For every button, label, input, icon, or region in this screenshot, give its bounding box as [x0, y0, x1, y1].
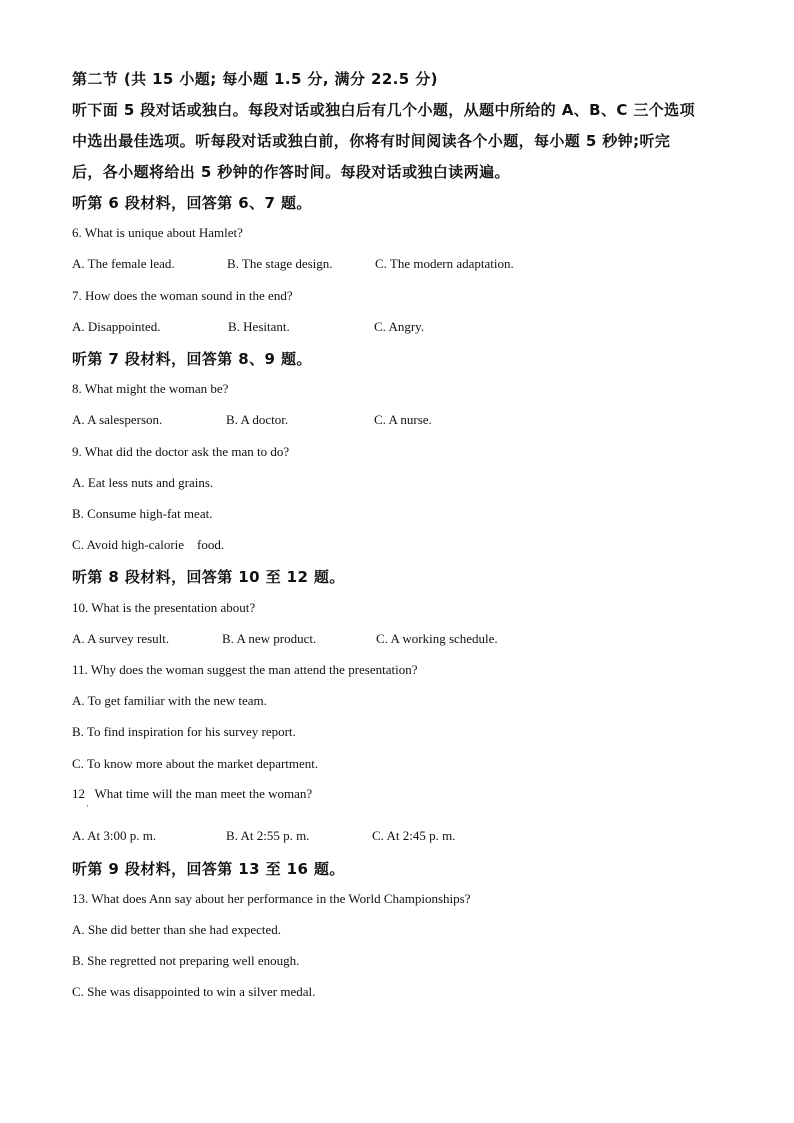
- q13-option-a: A. She did better than she had expected.: [72, 922, 282, 937]
- question-7: 7. How does the woman sound in the end?: [72, 288, 293, 303]
- group-heading-8: 听第 8 段材料，回答第 10 至 12 题。: [72, 568, 345, 586]
- instruction-line-1: 听下面 5 段对话或独白。每段对话或独白后有几个小题，从题中所给的 A、B、C 三个选项: [72, 101, 695, 119]
- question-11: 11. Why does the woman suggest the man attend the presentation?: [72, 662, 418, 677]
- q7-option-a: A. Disappointed.: [72, 319, 161, 334]
- q8-option-b: B. A doctor.: [226, 412, 289, 427]
- group-heading-7: 听第 7 段材料，回答第 8、9 题。: [72, 350, 312, 368]
- q6-option-b: B. The stage design.: [227, 256, 333, 271]
- q6-option-c: C. The modern adaptation.: [375, 256, 514, 271]
- question-6: 6. What is unique about Hamlet?: [72, 225, 243, 240]
- q11-option-b: B. To find inspiration for his survey report.: [72, 724, 296, 739]
- q11-option-c: C. To know more about the market department.: [72, 756, 319, 771]
- q9-option-a: A. Eat less nuts and grains.: [72, 475, 214, 490]
- question-10: 10. What is the presentation about?: [72, 600, 256, 615]
- q12-option-c: C. At 2:45 p. m.: [372, 828, 456, 843]
- q7-option-c: C. Angry.: [374, 319, 425, 334]
- question-13: 13. What does Ann say about her performance in the World Championships?: [72, 891, 471, 906]
- q12-option-a: A. At 3:00 p. m.: [72, 828, 157, 843]
- question-9: 9. What did the doctor ask the man to do?: [72, 444, 290, 459]
- q7-option-b: B. Hesitant.: [228, 319, 290, 334]
- q12-option-b: B. At 2:55 p. m.: [226, 828, 310, 843]
- group-heading-6: 听第 6 段材料，回答第 6、7 题。: [72, 194, 312, 212]
- instruction-line-2: 中选出最佳选项。听每段对话或独白前，你将有时间阅读各个小题，每小题 5 秒钟;听完: [72, 132, 671, 150]
- q10-option-a: A. A survey result.: [72, 631, 170, 646]
- question-8: 8. What might the woman be?: [72, 381, 229, 396]
- group-heading-9: 听第 9 段材料，回答第 13 至 16 题。: [72, 860, 345, 878]
- instruction-line-3: 后，各小题将给出 5 秒钟的作答时间。每段对话或独白读两遍。: [72, 163, 510, 181]
- section-heading: 第二节 (共 15 小题; 每小题 1.5 分, 满分 22.5 分): [72, 70, 438, 88]
- q11-option-a: A. To get familiar with the new team.: [72, 693, 267, 708]
- q10-option-b: B. A new product.: [222, 631, 317, 646]
- question-12: 12 What time will the man meet the woman?: [72, 786, 313, 801]
- stray-dot-mark: ·: [86, 801, 89, 811]
- q13-option-b: B. She regretted not preparing well enough.: [72, 953, 300, 968]
- q6-option-a: A. The female lead.: [72, 256, 175, 271]
- q9-option-c: C. Avoid high-calorie food.: [72, 537, 225, 552]
- q8-option-c: C. A nurse.: [374, 412, 432, 427]
- q9-option-b: B. Consume high-fat meat.: [72, 506, 213, 521]
- q8-option-a: A. A salesperson.: [72, 412, 163, 427]
- q10-option-c: C. A working schedule.: [376, 631, 498, 646]
- q13-option-c: C. She was disappointed to win a silver medal.: [72, 984, 316, 999]
